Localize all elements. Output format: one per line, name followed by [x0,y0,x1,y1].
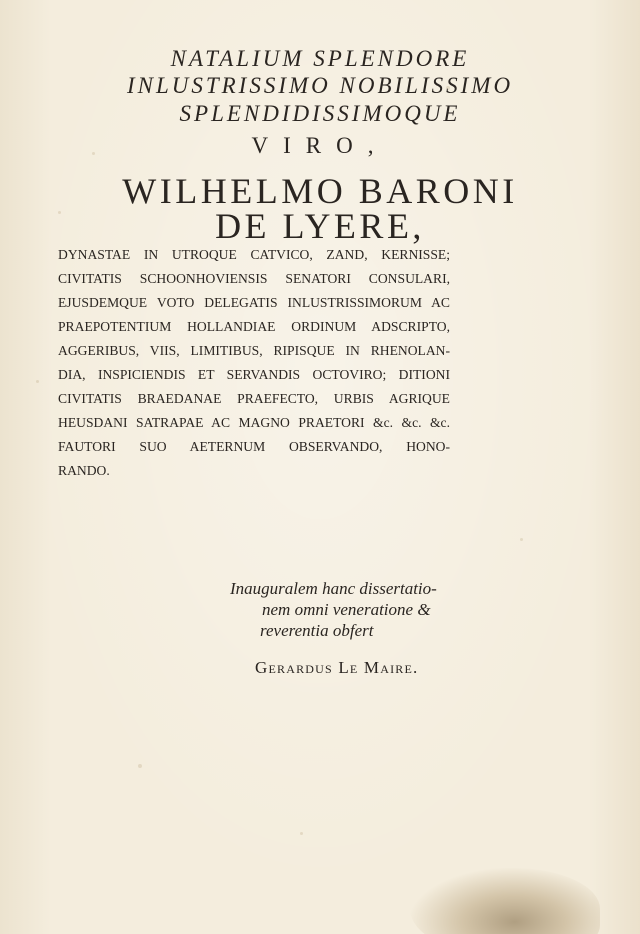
title-line: DIA, INSPICIENDIS ET SERVANDIS OCTOVIRO; DITIONI [58,367,450,382]
title-line: CIVITATIS SCHOONHOVIENSIS SENATORI CONSULARI, [58,271,450,286]
dedication-block [226,578,466,641]
honoree-titles [58,243,450,483]
title-line: PRAEPOTENTIUM HOLLANDIAE ORDINUM ADSCRIPTO, [58,319,450,334]
signature: Gerardus Le Maire. [255,658,419,677]
title-line: RANDO. [58,463,110,478]
viro-line: VIRO, [251,133,389,158]
foxing-spot [138,764,142,768]
title-line: AGGERIBUS, VIIS, LIMITIBUS, RIPISQUE IN RHENOLAN- [58,343,450,358]
dedication-line-1: Inauguralem hanc dissertatio- [230,579,437,598]
foxing-spot [300,832,303,835]
title-line: CIVITATIS BRAEDANAE PRAEFECTO, URBIS AGRIQUE [58,391,450,406]
water-stain [410,868,600,934]
heading-line-3: SPLENDIDISSIMOQUE [179,101,461,126]
foxing-spot [520,538,523,541]
foxing-spot [36,380,39,383]
dedication-line-3: reverentia obfert [260,621,374,640]
honoree-name-line-1: WILHELMO BARONI [122,171,518,211]
title-line: FAUTORI SUO AETERNUM OBSERVANDO, HONO- [58,439,450,454]
honoree-name-line-2: DE LYERE, [215,206,425,246]
heading-line-2: INLUSTRISSIMO NOBILISSIMO [126,73,514,98]
dedication-line-2: nem omni veneratione & [262,600,431,619]
title-line: DYNASTAE IN UTROQUE CATVICO, ZAND, KERNISSE; [58,247,450,262]
title-line: HEUSDANI SATRAPAE AC MAGNO PRAETORI &c. &c. &c. [58,415,450,430]
title-line: EJUSDEMQUE VOTO DELEGATIS INLUSTRISSIMORUM AC [58,295,450,310]
heading-line-1: NATALIUM SPLENDORE [170,46,470,71]
